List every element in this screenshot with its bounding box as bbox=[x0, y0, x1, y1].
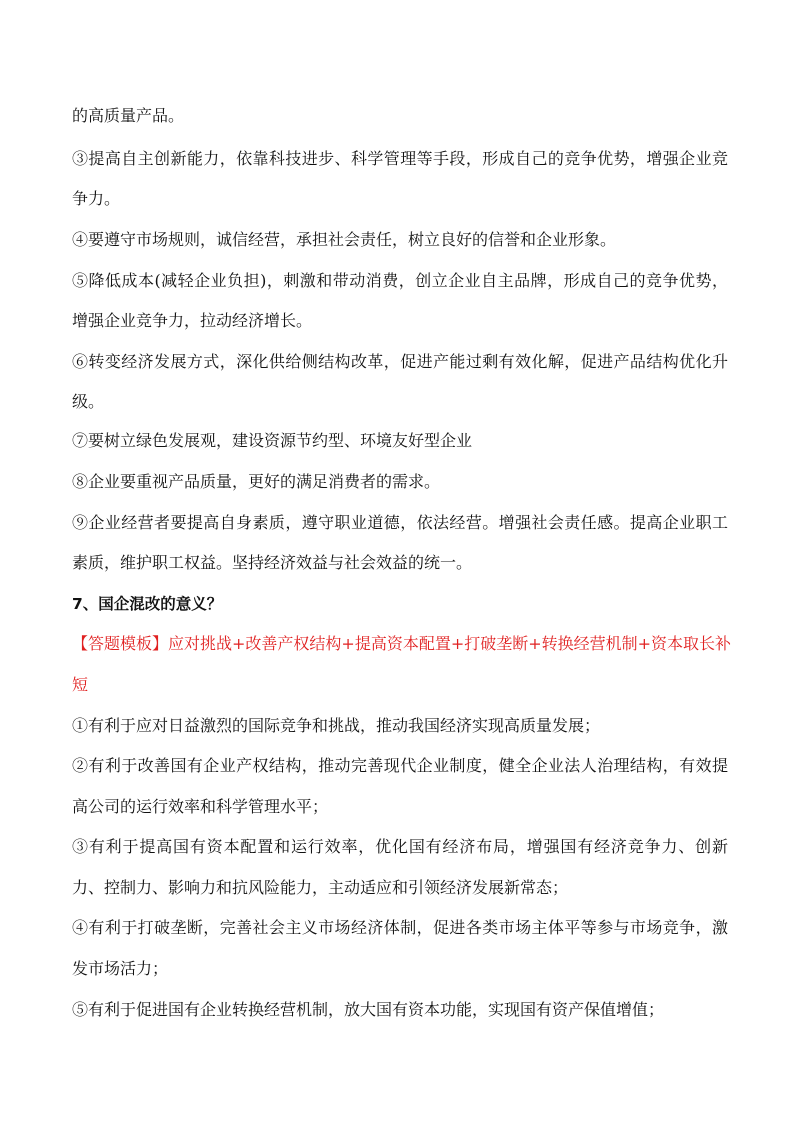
text-line: ⑨企业经营者要提高自身素质，遵守职业道德，依法经营。增强社会责任感。提高企业职工 bbox=[72, 513, 728, 532]
text-line: ③提高自主创新能力，依靠科技进步、科学管理等手段，形成自己的竞争优势，增强企业竞 bbox=[72, 149, 728, 168]
text-line: ③有利于提高国有资本配置和运行效率，优化国有经济布局，增强国有经济竞争力、创新 bbox=[72, 837, 728, 856]
text-line: ⑦要树立绿色发展观，建设资源节约型、环境友好型企业 bbox=[72, 431, 473, 450]
text-line: ④要遵守市场规则，诚信经营，承担社会责任，树立良好的信誉和企业形象。 bbox=[72, 230, 617, 249]
text-line: 争力。 bbox=[72, 189, 121, 208]
text-line: ⑧企业要重视产品质量，更好的满足消费者的需求。 bbox=[72, 472, 441, 491]
section-heading: 7、国企混改的意义？ bbox=[72, 595, 223, 613]
text-line: 级。 bbox=[72, 392, 105, 411]
text-line: 增强企业竞争力，拉动经济增长。 bbox=[72, 311, 313, 330]
text-line: ②有利于改善国有企业产权结构，推动完善现代企业制度，健全企业法人治理结构，有效提 bbox=[72, 756, 728, 775]
answer-template: 【答题模板】应对挑战+改善产权结构+提高资本配置+打破垄断+转换经营机制+资本取长补 bbox=[72, 634, 732, 653]
text-line: 素质，维护职工权益。坚持经济效益与社会效益的统一。 bbox=[72, 553, 473, 572]
text-line: ①有利于应对日益激烈的国际竞争和挑战，推动我国经济实现高质量发展； bbox=[72, 716, 601, 735]
text-line: 力、控制力、影响力和抗风险能力，主动适应和引领经济发展新常态； bbox=[72, 878, 569, 897]
text-line: 的高质量产品。 bbox=[72, 106, 185, 125]
text-line: ⑥转变经济发展方式，深化供给侧结构改革，促进产能过剩有效化解，促进产品结构优化升 bbox=[72, 352, 728, 371]
text-line: ④有利于打破垄断，完善社会主义市场经济体制，促进各类市场主体平等参与市场竞争，激 bbox=[72, 918, 728, 937]
text-line: ⑤有利于促进国有企业转换经营机制，放大国有资本功能，实现国有资产保值增值； bbox=[72, 1000, 665, 1019]
text-line: 高公司的运行效率和科学管理水平； bbox=[72, 797, 329, 816]
text-line: 发市场活力； bbox=[72, 959, 169, 978]
text-line: ⑤降低成本(减轻企业负担)，刺激和带动消费，创立企业自主品牌，形成自己的竞争优势， bbox=[72, 271, 728, 290]
answer-template-continued: 短 bbox=[72, 675, 89, 694]
